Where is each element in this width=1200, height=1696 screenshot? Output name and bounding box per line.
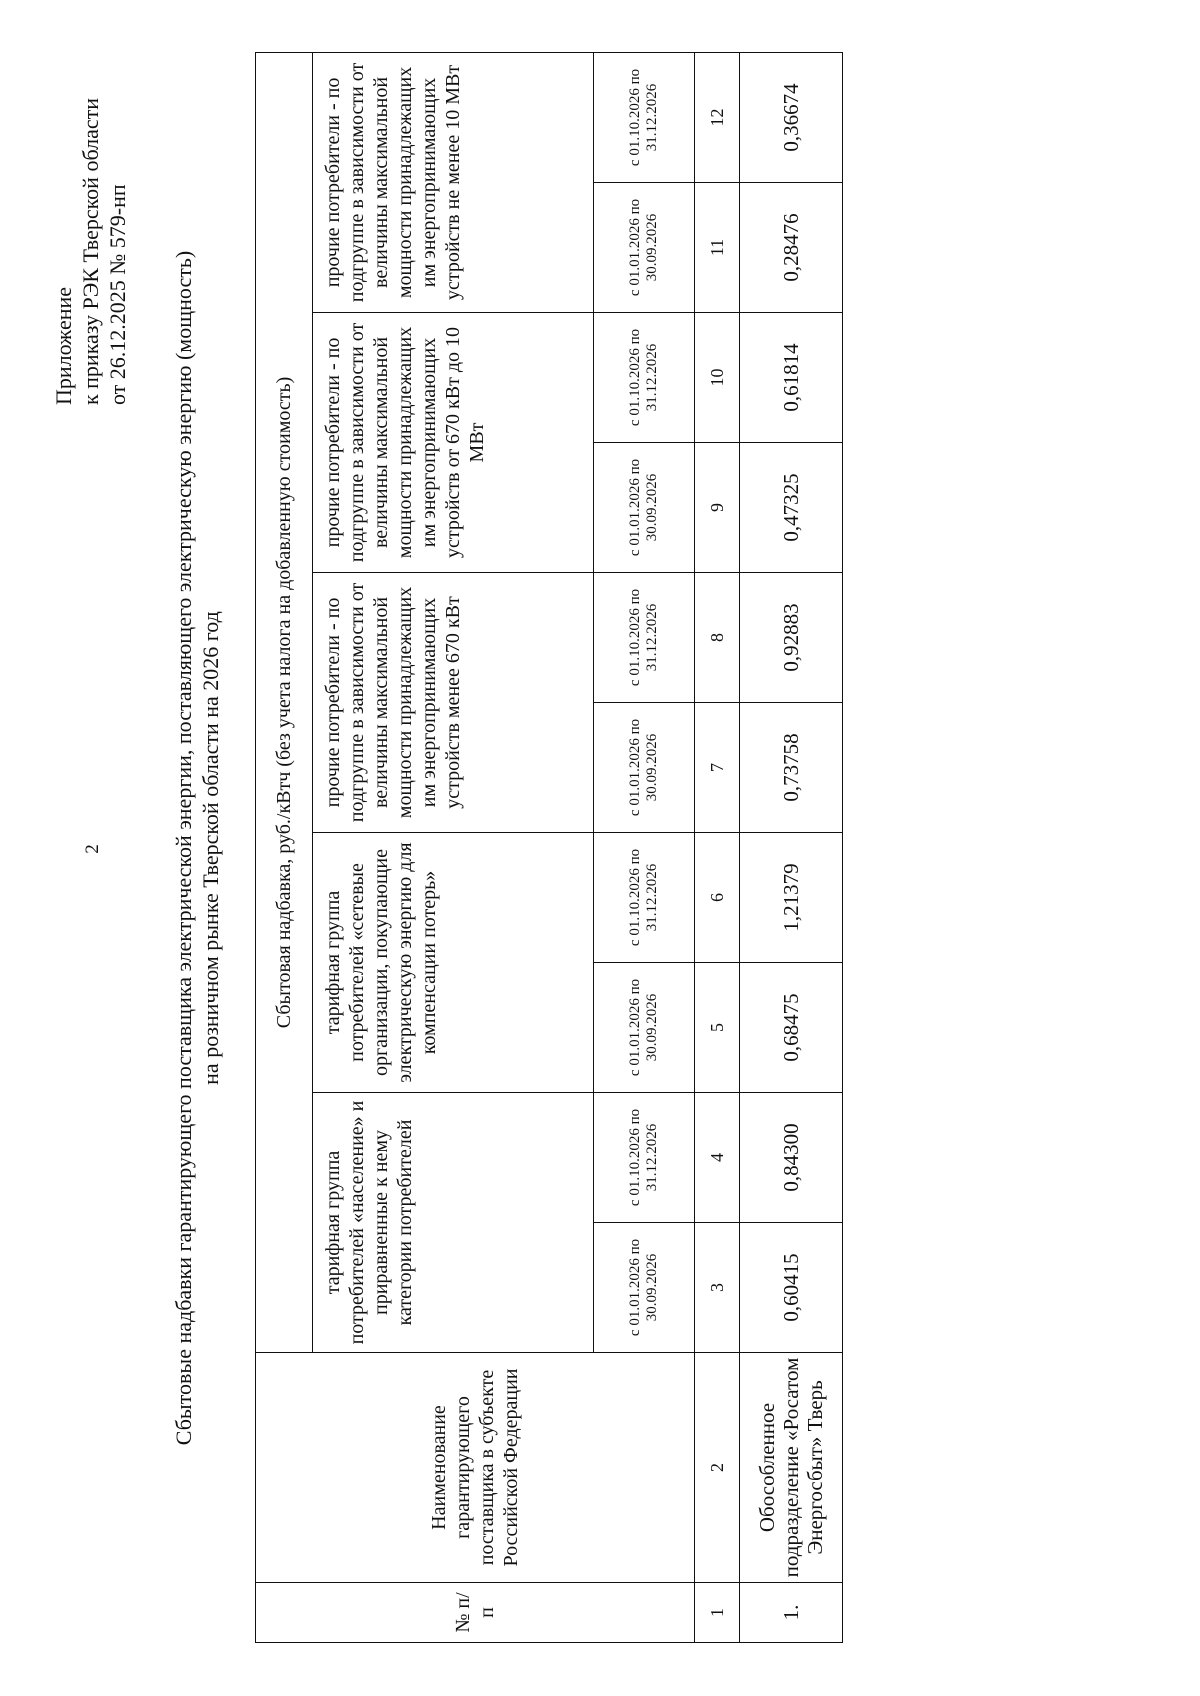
col-number: 3 [695,1223,740,1353]
page-number: 2 [81,844,103,854]
period-cell: с 01.01.2026 по 30.09.2026 [594,183,695,313]
col-number: 8 [695,573,740,703]
period-cell: с 01.10.2026 по 31.12.2026 [594,313,695,443]
header-row-main [256,52,313,1642]
row-number: 1. [740,1583,843,1643]
rotated-document [50,28,1150,1668]
supplier-name: Обособленное подразделение «Росатом Энергосбыт» Тверь [740,1353,843,1583]
col-number: 6 [695,833,740,963]
header-name: Наименование гарантирующего поставщика в субъекте Российской Федерации [256,1353,695,1583]
appendix-line-3: от 26.12.2025 № 579-нп [105,184,130,406]
period-cell: с 01.01.2026 по 30.09.2026 [594,963,695,1093]
period-cell: с 01.10.2026 по 31.12.2026 [594,573,695,703]
value-cell: 0,73758 [740,703,843,833]
appendix-line-2: к приказу РЭК Тверской области [78,98,103,406]
group-other-670kw-10mw: прочие потребители - по подгруппе в зависимости от величины максимальной мощности принадлежащих им энергопринимающих устройств от 670 кВт до 10 МВт [313,313,594,573]
group-population: тарифная группа потребителей «население» и приравненные к нему категории потребителей [313,1093,594,1353]
table-row [740,52,843,1642]
appendix-block [50,98,131,405]
column-number-row [695,52,740,1642]
header-markup: Сбытовая надбавка, руб./кВтч (без учета налога на добавленную стоимость) [256,52,313,1352]
header-no: № п/п [256,1583,695,1643]
group-other-under-670kw: прочие потребители - по подгруппе в зависимости от величины максимальной мощности принадлежащих им энергопринимающих устройств менее 670 кВт [313,573,594,833]
value-cell: 0,60415 [740,1223,843,1353]
col-number: 11 [695,183,740,313]
value-cell: 0,92883 [740,573,843,703]
value-cell: 1,21379 [740,833,843,963]
period-cell: с 01.10.2026 по 31.12.2026 [594,52,695,182]
period-cell: с 01.10.2026 по 31.12.2026 [594,1093,695,1223]
period-cell: с 01.10.2026 по 31.12.2026 [594,833,695,963]
col-number: 12 [695,52,740,182]
value-cell: 0,28476 [740,183,843,313]
value-cell: 0,47325 [740,443,843,573]
appendix-line-1: Приложение [51,286,76,406]
period-cell: с 01.01.2026 по 30.09.2026 [594,1223,695,1353]
col-number: 9 [695,443,740,573]
title-line-1: Сбытовые надбавки гарантирующего поставщика электрической энергии, поставляющего электрическую энергию (мощность) [171,250,196,1446]
value-cell: 0,68475 [740,963,843,1093]
value-cell: 0,61814 [740,313,843,443]
col-number: 10 [695,313,740,443]
group-other-over-10mw: прочие потребители - по подгруппе в зависимости от величины максимальной мощности принадлежащих им энергопринимающих устройств не менее 10 МВт [313,52,594,312]
col-number: 4 [695,1093,740,1223]
col-number: 5 [695,963,740,1093]
period-cell: с 01.01.2026 по 30.09.2026 [594,703,695,833]
col-number: 2 [695,1353,740,1583]
period-cell: с 01.01.2026 по 30.09.2026 [594,443,695,573]
col-number: 7 [695,703,740,833]
markup-table [255,52,843,1643]
group-network-orgs: тарифная группа потребителей «сетевые организации, покупающие электрическую энергию для компенсации потерь» [313,833,594,1093]
document-title [170,28,224,1668]
col-number: 1 [695,1583,740,1643]
value-cell: 0,84300 [740,1093,843,1223]
value-cell: 0,36674 [740,52,843,182]
title-line-2: на розничном рынке Тверской области на 2026 год [198,611,223,1085]
